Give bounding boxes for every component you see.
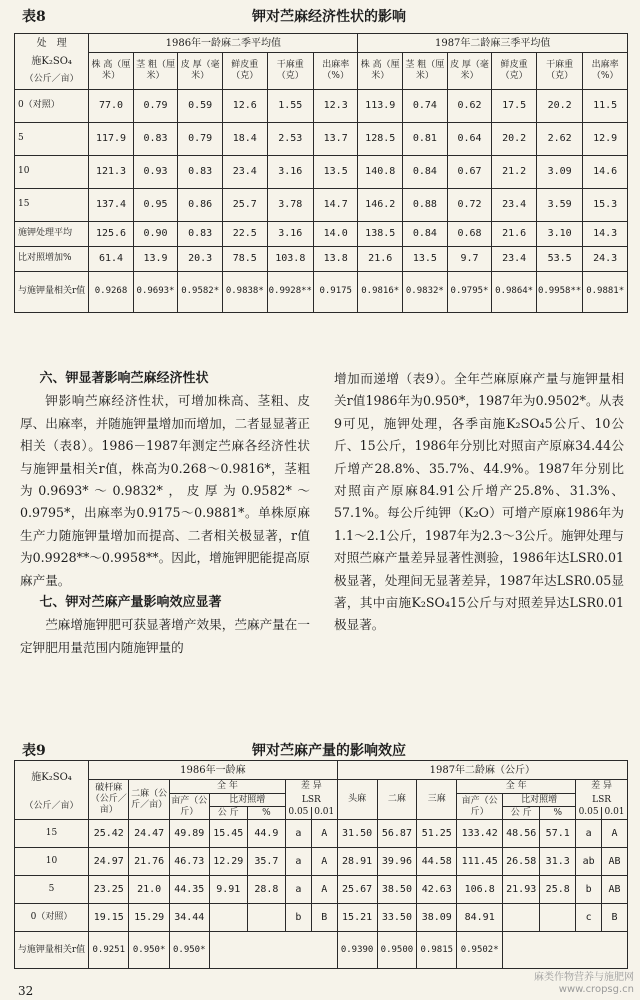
table-cell: 13.9 <box>133 246 178 271</box>
table9-group1: 1986年一龄麻 <box>89 761 338 780</box>
table8-col-header: 皮 厚（毫米） <box>178 53 223 90</box>
table-cell: 133.42 <box>457 820 503 848</box>
table-cell: 0.9795* <box>447 271 492 312</box>
table8-col-header: 出麻率（%） <box>313 53 357 90</box>
table-cell: 146.2 <box>358 188 403 221</box>
table-cell: c <box>576 904 602 932</box>
table-cell: 20.2 <box>492 122 537 155</box>
table-cell: 0.59 <box>178 89 223 122</box>
table8-col-header: 出麻率（%） <box>583 53 628 90</box>
table-cell: b <box>285 904 311 932</box>
table-cell: 138.5 <box>358 221 403 246</box>
table-cell: A <box>311 848 337 876</box>
table-cell: 0.84 <box>403 221 448 246</box>
table-cell: 56.87 <box>377 820 417 848</box>
table-cell: 44.58 <box>417 848 457 876</box>
table-cell: 0.88 <box>403 188 448 221</box>
table-cell: 31.50 <box>337 820 377 848</box>
table-cell: 0.68 <box>447 221 492 246</box>
table8-label: 表8 <box>22 9 46 25</box>
table-cell: 21.2 <box>492 155 537 188</box>
watermark-line: www.cropsg.cn <box>558 984 634 995</box>
table-cell: 49.89 <box>169 820 209 848</box>
table-cell: 57.1 <box>540 820 576 848</box>
table-cell: 1.55 <box>267 89 313 122</box>
table-cell: 23.4 <box>492 246 537 271</box>
table-row <box>15 932 628 969</box>
table-cell: 125.6 <box>89 221 133 246</box>
table-cell: 24.3 <box>583 246 628 271</box>
text-column-right <box>334 368 624 637</box>
table9-header-lsr: LSR <box>576 794 628 807</box>
table-cell: 28.8 <box>247 876 285 904</box>
table-cell: 15.3 <box>583 188 628 221</box>
table8-title: 钾对苎麻经济性状的影响 <box>252 9 406 25</box>
table-cell <box>540 904 576 932</box>
table8-col-header: 茎 粗（厘米） <box>133 53 178 90</box>
table-row <box>15 188 628 221</box>
table-cell: 84.91 <box>457 904 503 932</box>
table9-header-diff: 差 异 <box>576 780 628 794</box>
table-cell: 24.97 <box>89 848 129 876</box>
table-cell: AB <box>602 848 628 876</box>
table-row <box>15 848 628 876</box>
table-cell: 11.5 <box>583 89 628 122</box>
table-cell: B <box>311 904 337 932</box>
section-heading: 七、钾对苎麻产量影响效应显著 <box>39 595 222 611</box>
table-cell: 23.4 <box>222 155 267 188</box>
table-cell: 0.95 <box>133 188 178 221</box>
table-cell: 21.93 <box>503 876 540 904</box>
table-cell: 14.3 <box>583 221 628 246</box>
table-cell: 22.5 <box>222 221 267 246</box>
table-cell: 0.950* <box>169 932 209 969</box>
row-label: 与施钾量相关r值 <box>15 271 89 312</box>
table9-header-annual: 全 年 <box>457 780 576 794</box>
table-cell: 19.15 <box>89 904 129 932</box>
table9-header-01: 0.01 <box>602 807 628 820</box>
table8-col-header: 茎 粗（厘米） <box>403 53 448 90</box>
table-cell: 25.67 <box>337 876 377 904</box>
table-cell: 9.7 <box>447 246 492 271</box>
table9-group2: 1987年二龄麻（公斤） <box>337 761 627 780</box>
table8-col-header: 鲜皮重（克） <box>222 53 267 90</box>
table-row <box>15 820 628 848</box>
table-cell: 0.83 <box>178 155 223 188</box>
table-cell: 28.91 <box>337 848 377 876</box>
watermark-line: 麻类作物营养与施肥网 <box>534 972 634 983</box>
table-cell: 2.62 <box>536 122 582 155</box>
table-cell: 140.8 <box>358 155 403 188</box>
table-cell: 0.67 <box>447 155 492 188</box>
table-cell: 13.5 <box>403 246 448 271</box>
table-cell: 0.9864* <box>492 271 537 312</box>
row-label: 5 <box>15 122 89 155</box>
watermark <box>534 972 634 996</box>
table8-col-header: 干麻重（克） <box>536 53 582 90</box>
table8-col-header: 干麻重（克） <box>267 53 313 90</box>
table-cell: 0.64 <box>447 122 492 155</box>
table-cell: A <box>311 820 337 848</box>
table8-col-header: 株 高（厘米） <box>89 53 133 90</box>
table-cell: 25.8 <box>540 876 576 904</box>
table-cell: 21.6 <box>492 221 537 246</box>
table-cell: 0.9838* <box>222 271 267 312</box>
table-cell: 0.79 <box>133 89 178 122</box>
table8-col-header: 皮 厚（毫米） <box>447 53 492 90</box>
table-cell: 0.9881* <box>583 271 628 312</box>
row-label: 15 <box>15 820 89 848</box>
table-cell: a <box>285 848 311 876</box>
table-cell: 35.7 <box>247 848 285 876</box>
table-cell: 51.25 <box>417 820 457 848</box>
table-cell: 137.4 <box>89 188 133 221</box>
table-cell: 34.44 <box>169 904 209 932</box>
table9-label: 表9 <box>22 743 46 759</box>
table8-corner-bot: （公斤／亩） <box>15 71 89 90</box>
table-cell: 0.83 <box>133 122 178 155</box>
table-cell: 25.7 <box>222 188 267 221</box>
table9-header-kg: 公 斤 <box>503 807 540 820</box>
table-cell: 24.47 <box>129 820 169 848</box>
row-label: 与施钾量相关r值 <box>15 932 89 969</box>
table-cell: 0.79 <box>178 122 223 155</box>
table-cell: 0.72 <box>447 188 492 221</box>
table-cell: b <box>576 876 602 904</box>
table-row <box>15 271 628 312</box>
table-cell-empty <box>503 932 628 969</box>
table-cell: 0.86 <box>178 188 223 221</box>
table-cell: 15.29 <box>129 904 169 932</box>
table9-header-second: 二麻 <box>377 780 417 820</box>
table-cell: 3.09 <box>536 155 582 188</box>
table-cell: 0.81 <box>403 122 448 155</box>
table-row <box>15 122 628 155</box>
table-row <box>15 221 628 246</box>
table9-header-kg: 公 斤 <box>209 807 247 820</box>
table-cell: 0.9832* <box>403 271 448 312</box>
page-number: 32 <box>18 984 34 998</box>
row-label: 15 <box>15 188 89 221</box>
table-cell: 20.2 <box>536 89 582 122</box>
table-cell: 14.0 <box>313 221 357 246</box>
table9 <box>14 760 628 969</box>
text-column-left <box>20 368 310 659</box>
table-cell: 0.9958** <box>536 271 582 312</box>
table-cell: 46.73 <box>169 848 209 876</box>
table-cell: 0.9251 <box>89 932 129 969</box>
row-label: 比对照增加% <box>15 246 89 271</box>
table-cell: AB <box>602 876 628 904</box>
table9-corner-top: 施K₂SO₄ <box>15 761 89 794</box>
table-cell: 106.8 <box>457 876 503 904</box>
table-cell: A <box>311 876 337 904</box>
table-cell: 0.950* <box>129 932 169 969</box>
table9-header-increase: 比对照增 <box>209 794 285 807</box>
table-cell: a <box>285 876 311 904</box>
table-cell-empty <box>209 932 337 969</box>
table-cell: 38.09 <box>417 904 457 932</box>
section-heading: 六、钾显著影响苎麻经济性状 <box>39 371 209 386</box>
table9-header-pct: % <box>247 807 285 820</box>
table9-title: 钾对苎麻产量的影响效应 <box>252 743 406 759</box>
table-cell: 14.6 <box>583 155 628 188</box>
row-label: 0（对照） <box>15 89 89 122</box>
table-cell: 18.4 <box>222 122 267 155</box>
table-cell: 31.3 <box>540 848 576 876</box>
table9-header-yield: 亩产（公斤） <box>457 794 503 820</box>
table-cell: a <box>285 820 311 848</box>
table-cell: 39.96 <box>377 848 417 876</box>
table-cell <box>247 904 285 932</box>
table8 <box>14 33 628 313</box>
table9-header-diff: 差 异 <box>285 780 337 794</box>
table-cell: 78.5 <box>222 246 267 271</box>
table-cell: 0.9815 <box>417 932 457 969</box>
table9-corner-bot: （公斤／亩） <box>15 794 89 820</box>
table-cell: 0.9502* <box>457 932 503 969</box>
table-cell: 21.76 <box>129 848 169 876</box>
table-cell: 0.84 <box>403 155 448 188</box>
table-row <box>15 904 628 932</box>
table-cell: 0.9816* <box>358 271 403 312</box>
table-cell: 23.25 <box>89 876 129 904</box>
table-row <box>15 155 628 188</box>
table9-header-annual: 全 年 <box>169 780 285 794</box>
paragraph: 苎麻增施钾肥可获显著增产效果，苎麻产量在一定钾肥用量范围内随施钾量的 <box>20 617 310 655</box>
table-cell: 0.93 <box>133 155 178 188</box>
table-cell: 3.16 <box>267 155 313 188</box>
table-cell: 17.5 <box>492 89 537 122</box>
table-cell: 0.9582* <box>178 271 223 312</box>
table9-header-lsr: LSR <box>285 794 337 807</box>
row-label: 0（对照） <box>15 904 89 932</box>
table-cell: 15.45 <box>209 820 247 848</box>
table-cell: A <box>602 820 628 848</box>
table-cell: 0.9268 <box>89 271 133 312</box>
table9-header-third: 三麻 <box>417 780 457 820</box>
table-cell: 26.58 <box>503 848 540 876</box>
table-cell: 9.91 <box>209 876 247 904</box>
table-cell <box>503 904 540 932</box>
table-cell: 42.63 <box>417 876 457 904</box>
table-cell: 21.6 <box>358 246 403 271</box>
table-cell: 77.0 <box>89 89 133 122</box>
table-cell: 44.35 <box>169 876 209 904</box>
table8-col-header: 株 高（厘米） <box>358 53 403 90</box>
table8-corner-top: 处 理 <box>15 34 89 53</box>
table-cell: 0.9693* <box>133 271 178 312</box>
table-cell: 128.5 <box>358 122 403 155</box>
table-cell: 13.7 <box>313 122 357 155</box>
table-cell: a <box>576 820 602 848</box>
table-cell: 23.4 <box>492 188 537 221</box>
table9-header-first-cut: 破杆麻（公斤／亩） <box>89 780 129 820</box>
table8-group1: 1986年一龄麻二季平均值 <box>89 34 358 53</box>
table-cell: B <box>602 904 628 932</box>
table-cell: 0.83 <box>178 221 223 246</box>
table-cell: 117.9 <box>89 122 133 155</box>
table-cell: 0.90 <box>133 221 178 246</box>
table9-header-increase: 比对照增 <box>503 794 576 807</box>
table-cell: 3.10 <box>536 221 582 246</box>
table-cell: 33.50 <box>377 904 417 932</box>
table-cell: 103.8 <box>267 246 313 271</box>
table-cell: 61.4 <box>89 246 133 271</box>
table-cell: 20.3 <box>178 246 223 271</box>
table-cell: 0.74 <box>403 89 448 122</box>
table8-col-header: 鲜皮重（克） <box>492 53 537 90</box>
table-row <box>15 876 628 904</box>
table-cell: 3.16 <box>267 221 313 246</box>
table8-corner-mid: 施K₂SO₄ <box>15 53 89 71</box>
row-label: 5 <box>15 876 89 904</box>
table-cell: ab <box>576 848 602 876</box>
table-cell: 25.42 <box>89 820 129 848</box>
table-cell: 21.0 <box>129 876 169 904</box>
table-cell: 48.56 <box>503 820 540 848</box>
table-cell: 113.9 <box>358 89 403 122</box>
table9-header-01: 0.01 <box>311 807 337 820</box>
table-cell: 0.9175 <box>313 271 357 312</box>
table-cell: 12.9 <box>583 122 628 155</box>
paragraph: 增加而递增（表9）。全年苎麻原麻产量与施钾量相关r值1986年为0.950*，1987年为0.9502*。从表9可见，施钾处理，各季亩施K₂SO₄5公斤、10公斤、15公斤，1986年分别比对照亩产原麻34.44公斤增产28.8%、35.7%、44.9%。1987年分别比对照亩产原麻84.91公斤增产25.8%、31.3%、57.1%。每公斤纯钾（K₂O）可增产原麻1986年为1.1～2.1公斤，1987年为2.3～3公斤。施钾处理与对照苎麻产量差异显著性测验，1986年达LSR0.01极显著，处理间无显著差异，1987年达LSR0.05显著，其中亩施K₂SO₄15公斤与对照差异达LSR0.01极显著。 <box>334 371 624 633</box>
table-cell: 44.9 <box>247 820 285 848</box>
paragraph: 钾影响苎麻经济性状，可增加株高、茎粗、皮厚、出麻率，并随施钾量增加而增加，二者显显著正相关（表8）。1986－1987年测定苎麻各经济性状与施钾量相关r值，株高为0.268～0.9816*，茎粗为0.9693*～0.9832*，皮厚为0.9582*～0.9795*，出麻率为0.9175～0.9881*。单株原麻生产力随施钾量增加而提高、二者相关极显著，r值为0.9928**～0.9958**。因此，增施钾肥能提高原麻产量。 <box>20 393 310 588</box>
table9-header-second-cut: 二麻（公斤／亩） <box>129 780 169 820</box>
table-cell: 0.62 <box>447 89 492 122</box>
table-cell: 14.7 <box>313 188 357 221</box>
table-row <box>15 246 628 271</box>
table-cell: 0.9500 <box>377 932 417 969</box>
row-label: 施钾处理平均 <box>15 221 89 246</box>
table8-group2: 1987年二龄麻三季平均值 <box>358 34 628 53</box>
table-cell: 121.3 <box>89 155 133 188</box>
table-cell: 2.53 <box>267 122 313 155</box>
table-cell: 13.8 <box>313 246 357 271</box>
table-cell: 111.45 <box>457 848 503 876</box>
table9-header-first: 头麻 <box>337 780 377 820</box>
table-cell: 53.5 <box>536 246 582 271</box>
table-cell: 12.29 <box>209 848 247 876</box>
table-cell: 3.78 <box>267 188 313 221</box>
row-label: 10 <box>15 848 89 876</box>
table-cell: 15.21 <box>337 904 377 932</box>
table-cell: 12.3 <box>313 89 357 122</box>
table-cell: 0.9390 <box>337 932 377 969</box>
table-cell: 13.5 <box>313 155 357 188</box>
table-cell: 38.50 <box>377 876 417 904</box>
table-cell <box>209 904 247 932</box>
table-row <box>15 89 628 122</box>
table-cell: 0.9928** <box>267 271 313 312</box>
table9-header-05: 0.05 <box>576 807 602 820</box>
table-cell: 3.59 <box>536 188 582 221</box>
table9-header-05: 0.05 <box>285 807 311 820</box>
table9-header-yield: 亩产（公斤） <box>169 794 209 820</box>
table9-header-pct: % <box>540 807 576 820</box>
table-cell: 12.6 <box>222 89 267 122</box>
row-label: 10 <box>15 155 89 188</box>
